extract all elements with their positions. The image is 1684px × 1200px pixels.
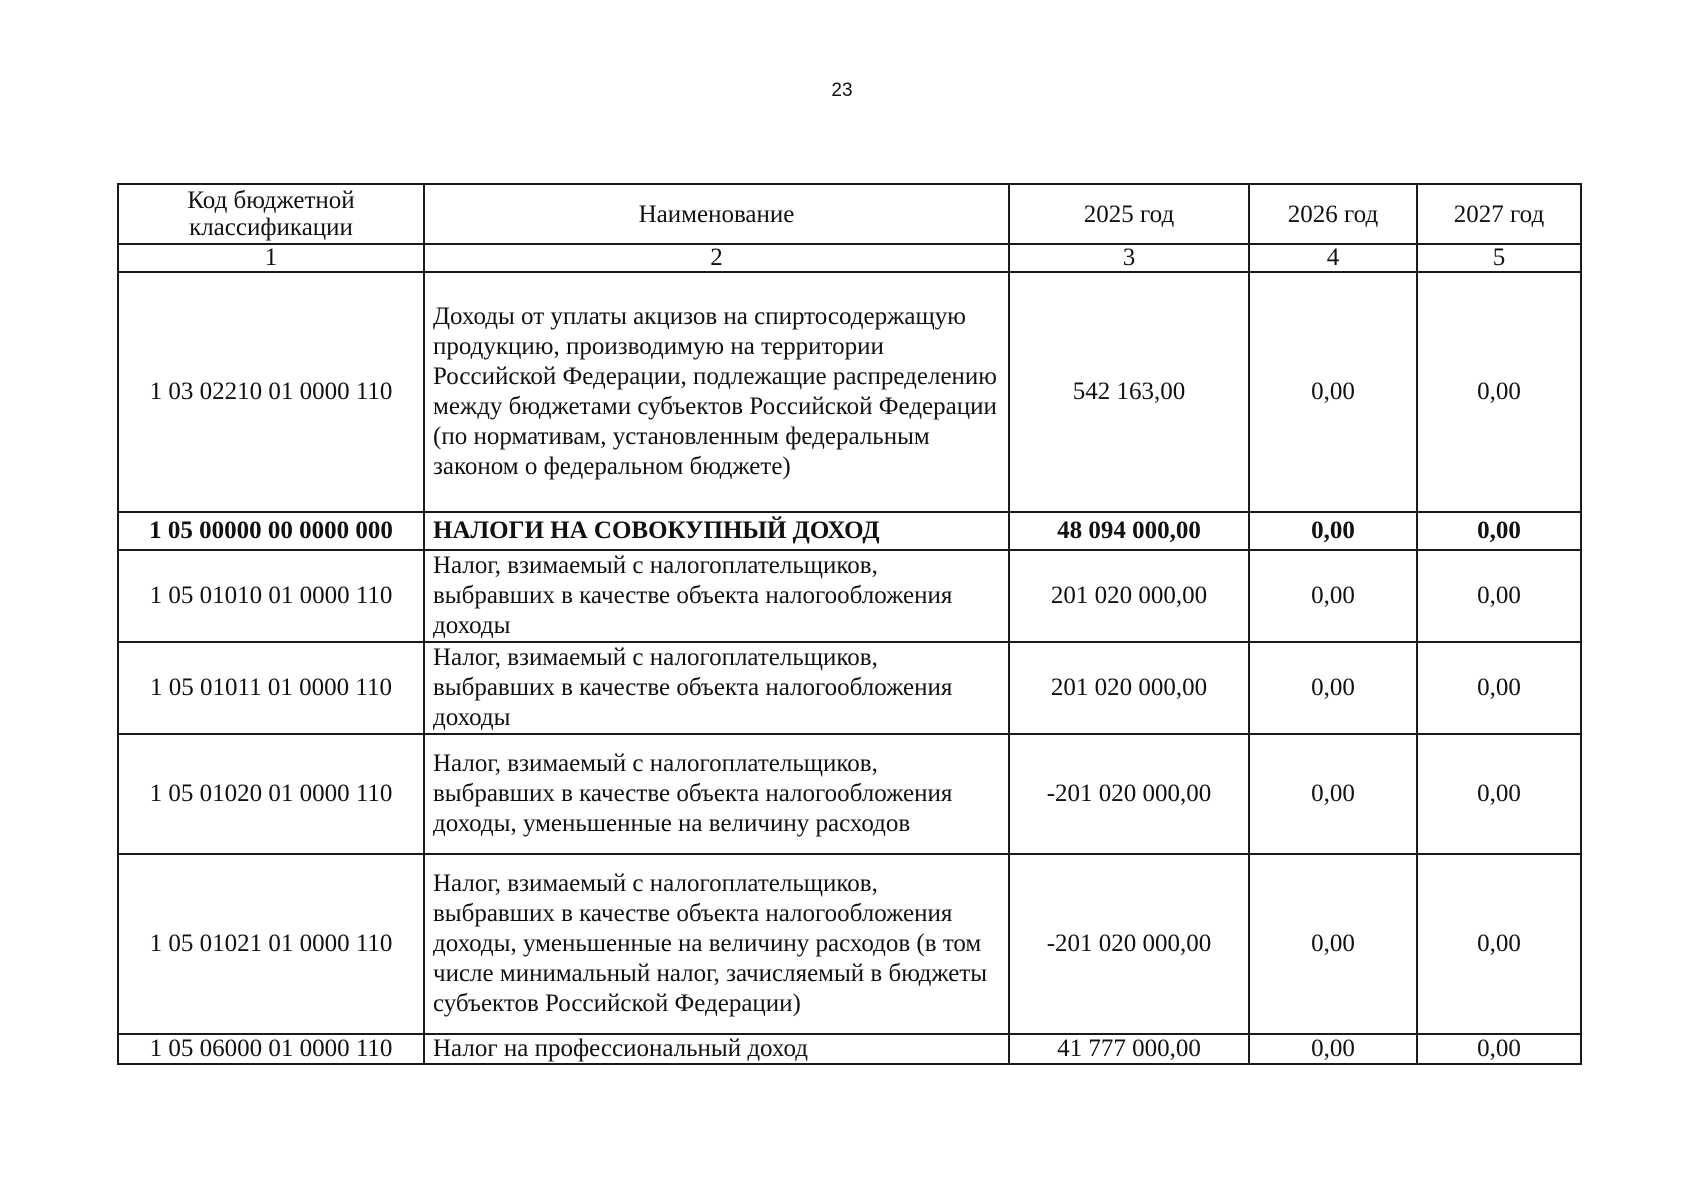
table-row xyxy=(118,550,1581,642)
table-row xyxy=(118,642,1581,734)
item-name: Налог, взимаемый с налогоплательщиков, выбравших в качестве объекта налогообложения доходы xyxy=(424,642,1009,734)
header-name: Наименование xyxy=(424,184,1009,244)
budget-code: 1 03 02210 01 0000 110 xyxy=(118,272,424,512)
table-header-row xyxy=(118,184,1581,244)
value-2026: 0,00 xyxy=(1249,734,1417,854)
value-2025: 201 020 000,00 xyxy=(1009,642,1249,734)
budget-code: 1 05 00000 00 0000 000 xyxy=(118,512,424,550)
table-row xyxy=(118,1034,1581,1064)
column-number: 5 xyxy=(1417,244,1581,272)
value-2025: 41 777 000,00 xyxy=(1009,1034,1249,1064)
item-name: Налог, взимаемый с налогоплательщиков, выбравших в качестве объекта налогообложения доходы, уменьшенные на величину расходов xyxy=(424,734,1009,854)
header-2027: 2027 год xyxy=(1417,184,1581,244)
value-2027: 0,00 xyxy=(1417,734,1581,854)
item-name: Доходы от уплаты акцизов на спиртосодержащую продукцию, производимую на территории Российской Федерации, подлежащие распределению между бюджетами субъектов Российской Федерации (по нормативам, установленным федеральным законом о федеральном бюджете) xyxy=(424,272,1009,512)
header-code: Код бюджетной классификации xyxy=(118,184,424,244)
value-2026: 0,00 xyxy=(1249,272,1417,512)
column-number: 2 xyxy=(424,244,1009,272)
table-row xyxy=(118,272,1581,512)
value-2027: 0,00 xyxy=(1417,512,1581,550)
value-2027: 0,00 xyxy=(1417,550,1581,642)
item-name: Налог на профессиональный доход xyxy=(424,1034,1009,1064)
table-row-total xyxy=(118,512,1581,550)
budget-code: 1 05 01021 01 0000 110 xyxy=(118,854,424,1034)
value-2027: 0,00 xyxy=(1417,272,1581,512)
budget-code: 1 05 01010 01 0000 110 xyxy=(118,550,424,642)
value-2026: 0,00 xyxy=(1249,512,1417,550)
item-name: Налог, взимаемый с налогоплательщиков, выбравших в качестве объекта налогообложения доходы xyxy=(424,550,1009,642)
value-2025: -201 020 000,00 xyxy=(1009,854,1249,1034)
value-2027: 0,00 xyxy=(1417,1034,1581,1064)
value-2025: -201 020 000,00 xyxy=(1009,734,1249,854)
table-row xyxy=(118,734,1581,854)
value-2026: 0,00 xyxy=(1249,854,1417,1034)
value-2027: 0,00 xyxy=(1417,642,1581,734)
item-name: Налог, взимаемый с налогоплательщиков, выбравших в качестве объекта налогообложения доходы, уменьшенные на величину расходов (в том числе минимальный налог, зачисляемый в бюджеты субъектов Российской Федерации) xyxy=(424,854,1009,1034)
budget-table xyxy=(117,183,1582,1065)
column-number: 1 xyxy=(118,244,424,272)
item-name: НАЛОГИ НА СОВОКУПНЫЙ ДОХОД xyxy=(424,512,1009,550)
budget-code: 1 05 01020 01 0000 110 xyxy=(118,734,424,854)
column-number-row xyxy=(118,244,1581,272)
column-number: 4 xyxy=(1249,244,1417,272)
value-2025: 201 020 000,00 xyxy=(1009,550,1249,642)
page-number: 23 xyxy=(831,80,853,101)
value-2026: 0,00 xyxy=(1249,1034,1417,1064)
value-2026: 0,00 xyxy=(1249,642,1417,734)
value-2026: 0,00 xyxy=(1249,550,1417,642)
value-2025: 542 163,00 xyxy=(1009,272,1249,512)
value-2025: 48 094 000,00 xyxy=(1009,512,1249,550)
table-row xyxy=(118,854,1581,1034)
value-2027: 0,00 xyxy=(1417,854,1581,1034)
header-2026: 2026 год xyxy=(1249,184,1417,244)
budget-code: 1 05 06000 01 0000 110 xyxy=(118,1034,424,1064)
header-2025: 2025 год xyxy=(1009,184,1249,244)
column-number: 3 xyxy=(1009,244,1249,272)
budget-code: 1 05 01011 01 0000 110 xyxy=(118,642,424,734)
